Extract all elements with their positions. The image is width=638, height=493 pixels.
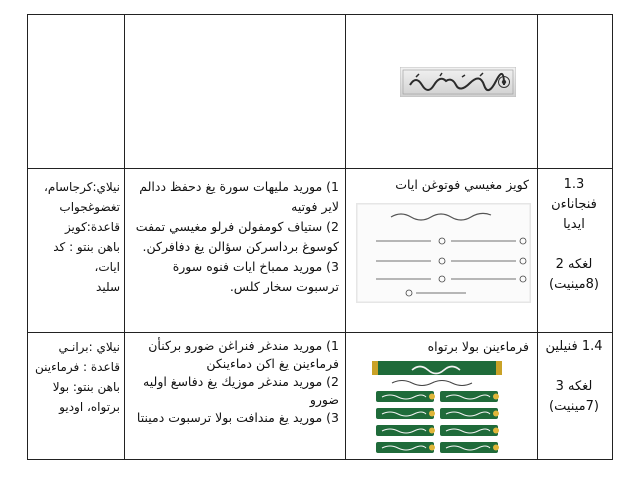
assessment-line: سليد	[96, 280, 120, 294]
activity-item: 2) ستياف كومفولن فرلو مغيسي تمفت كوسوغ برداسركن سؤالن يغ دفافركن.	[135, 219, 339, 254]
table-cell	[125, 333, 346, 460]
assessment-line: باهن بنتو : كد ايات،	[53, 240, 120, 274]
table-cell	[538, 169, 613, 333]
step-time: (7مينيت)	[549, 399, 599, 414]
table-cell	[538, 15, 613, 169]
table-row	[28, 169, 613, 333]
surah-kafirun-board	[372, 359, 502, 455]
activity-item: 2) موريد مندغر موزيك يغ دفاسغ اوليه ضورو	[143, 374, 339, 407]
step-count: لغكه 3	[555, 379, 593, 394]
table-cell	[538, 333, 613, 460]
assessment-line: برتواه، اوديو	[59, 400, 120, 414]
table-cell	[28, 333, 125, 460]
activity-item: 3) موريد يغ مندافت بولا ترسبوت دمينتا	[136, 410, 339, 425]
step-sub: ايديا	[563, 217, 585, 232]
activity-item: 1) موريد مندغر فنراغن ضورو بركنأن فرماءينن يغ اكن دماءينكن	[148, 338, 339, 371]
table-cell	[346, 15, 538, 169]
table-cell	[346, 169, 538, 333]
table-row	[28, 333, 613, 460]
assessment-line: قاعدة:كويز	[64, 220, 120, 234]
table-cell	[28, 15, 125, 169]
assessment-line: نيلاي:كرجاسام،	[44, 180, 120, 194]
assessment-line: نيلاي :برانـي	[58, 340, 120, 354]
step-count: لغكه 2	[555, 257, 593, 272]
table-row	[28, 15, 613, 169]
quiz-worksheet	[356, 203, 531, 303]
assessment-line: قاعدة : فرماءينن	[35, 360, 120, 374]
lesson-plan-table	[27, 14, 613, 460]
content-title: فرماءينن بولا برتواه	[427, 339, 529, 354]
table-cell	[28, 169, 125, 333]
assessment-line: باهن بنتو: بولا	[52, 380, 120, 394]
activity-item: 3) موريد ممباخ ايات فنوه سورة ترسبوت سخار كلس.	[172, 259, 339, 294]
table-cell	[125, 169, 346, 333]
table-cell	[346, 333, 538, 460]
content-title: كويز مغيسي فوتوغن ايات	[395, 177, 529, 192]
step-code: 1.4 فنيلين	[545, 339, 603, 354]
quran-verse-banner	[400, 67, 516, 97]
step-time: (8مينيت)	[549, 277, 599, 292]
assessment-line: تغضوغجواب	[59, 200, 120, 214]
step-code: 1.3 فنجاناءن	[551, 177, 597, 212]
table-cell	[125, 15, 346, 169]
activity-item: 1) موريد مليهات سورة يغ دحفظ ددالم لاير فوتيه	[139, 179, 339, 214]
